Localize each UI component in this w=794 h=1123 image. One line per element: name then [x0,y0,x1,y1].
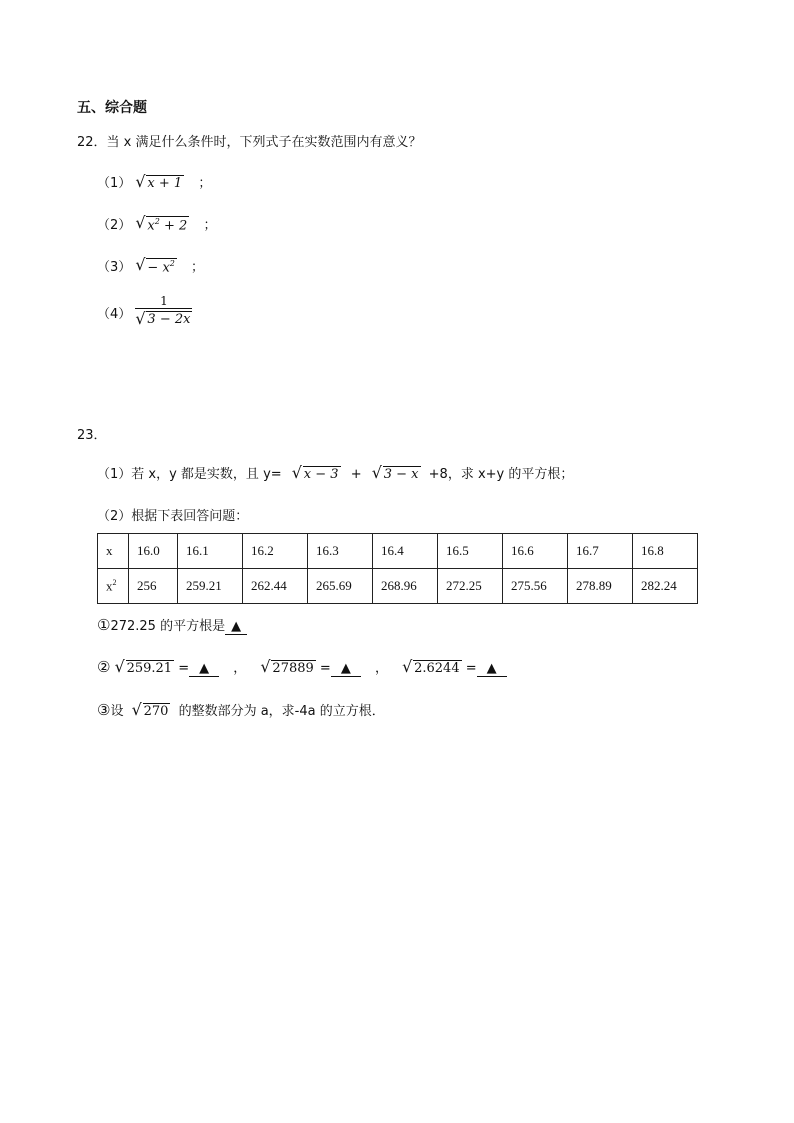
q23-sub2 [97,657,507,677]
equals-sign: = [461,661,477,676]
table-cell: 16.3 [308,534,373,569]
circled-two-icon: ② [97,658,111,676]
numerator: 1 [160,294,168,308]
sqrt-expression [402,657,462,676]
part1-post: +8，求 x+y 的平方根； [428,467,574,482]
radicand: $x^2 + 2$ [147,216,188,233]
table-cell: 16.1 [178,534,243,569]
q22-item-2 [97,214,216,233]
part2-text: 根据下表回答问题： [131,509,249,524]
q22-item-3 [97,256,204,275]
circled-one-icon: ① [97,616,111,634]
sub3-post: 的整数部分为 a，求-4a 的立方根． [178,704,385,719]
table-cell: 256 [129,569,178,604]
item-label: （3） [97,260,132,275]
table-header-cell: $x^2$ [98,569,129,604]
radicand: 27889 [272,661,314,676]
item-tail: ； [191,260,205,275]
answer-blank[interactable]: ▲ [331,661,361,677]
sub3-pre: 设 [110,704,124,719]
q23-number: 23． [77,428,107,443]
answer-blank[interactable]: ▲ [477,661,507,677]
section-title: 五、综合题 [77,100,147,116]
sqrt-expression [291,463,341,482]
table-header-cell: x [98,534,129,569]
radical-sign-icon: √ [260,657,271,676]
table-cell: 259.21 [178,569,243,604]
radical-sign-icon: √ [371,463,382,482]
sub1-text: 272.25 的平方根是 [110,619,226,634]
radicand: x − 3 [303,467,339,482]
denominator [135,308,192,327]
item-label: （2） [97,218,132,233]
table-cell: 278.89 [568,569,633,604]
radicand: x + 1 [147,176,183,191]
table-cell: 16.2 [243,534,308,569]
q22-stem: 22．当 x 满足什么条件时，下列式子在实数范围内有意义？ [77,135,422,150]
sqrt-expression [114,657,175,676]
fraction [135,294,192,327]
sqrt-expression [131,700,171,719]
sqrt-expression [371,463,421,482]
radical-sign-icon: √ [135,309,146,328]
part-label: （1） [97,467,132,482]
item-tail: ； [198,176,212,191]
radicand: 3 − x [383,467,419,482]
separator: ， [233,661,247,676]
equals-sign: = [315,661,331,676]
q23-part1 [97,463,573,482]
sqrt-expression [260,657,315,676]
q22-item-1 [97,172,211,191]
sqrt-expression [135,212,189,233]
answer-blank[interactable]: ▲ [225,619,247,635]
table-cell: 16.4 [373,534,438,569]
table-cell: 272.25 [438,569,503,604]
table-cell: 16.0 [129,534,178,569]
sqrt-expression [135,172,184,191]
answer-blank[interactable]: ▲ [189,661,219,677]
equals-sign: = [174,661,190,676]
value-table [97,533,698,604]
q22-item-4 [97,294,192,331]
table-row-x2 [98,569,698,604]
table-cell: 16.5 [438,534,503,569]
part1-pre: 若 x，y 都是实数，且 y= [131,467,282,482]
radical-sign-icon: √ [135,212,146,232]
item-label: （4） [97,307,132,322]
table-cell: 268.96 [373,569,438,604]
radical-sign-icon: √ [114,657,125,676]
radical-sign-icon: √ [402,657,413,676]
table-cell: 262.44 [243,569,308,604]
sqrt-expression [135,254,176,275]
radicand: 2.6244 [414,661,460,676]
radicand: 3 − 2x [147,312,191,327]
radical-sign-icon: √ [135,172,146,191]
separator: ， [374,661,388,676]
table-cell: 282.24 [633,569,698,604]
table-row-x [98,534,698,569]
q23-sub1 [97,615,247,635]
radical-sign-icon: √ [291,463,302,482]
radical-sign-icon: √ [135,254,146,274]
radical-sign-icon: √ [131,700,142,719]
item-label: （1） [97,176,132,191]
table-cell: 16.8 [633,534,698,569]
q23-sub3 [97,700,385,719]
circled-three-icon: ③ [97,701,111,719]
radicand: 270 [143,704,169,719]
item-tail: ； [203,218,217,233]
table-cell: 16.7 [568,534,633,569]
plus-sign: + [350,467,362,482]
radicand: − $x^2$ [147,258,175,275]
part-label: （2） [97,509,132,524]
table-cell: 275.56 [503,569,568,604]
q23-part2 [97,505,248,524]
radicand: 259.21 [126,661,173,676]
table-cell: 265.69 [308,569,373,604]
table-cell: 16.6 [503,534,568,569]
